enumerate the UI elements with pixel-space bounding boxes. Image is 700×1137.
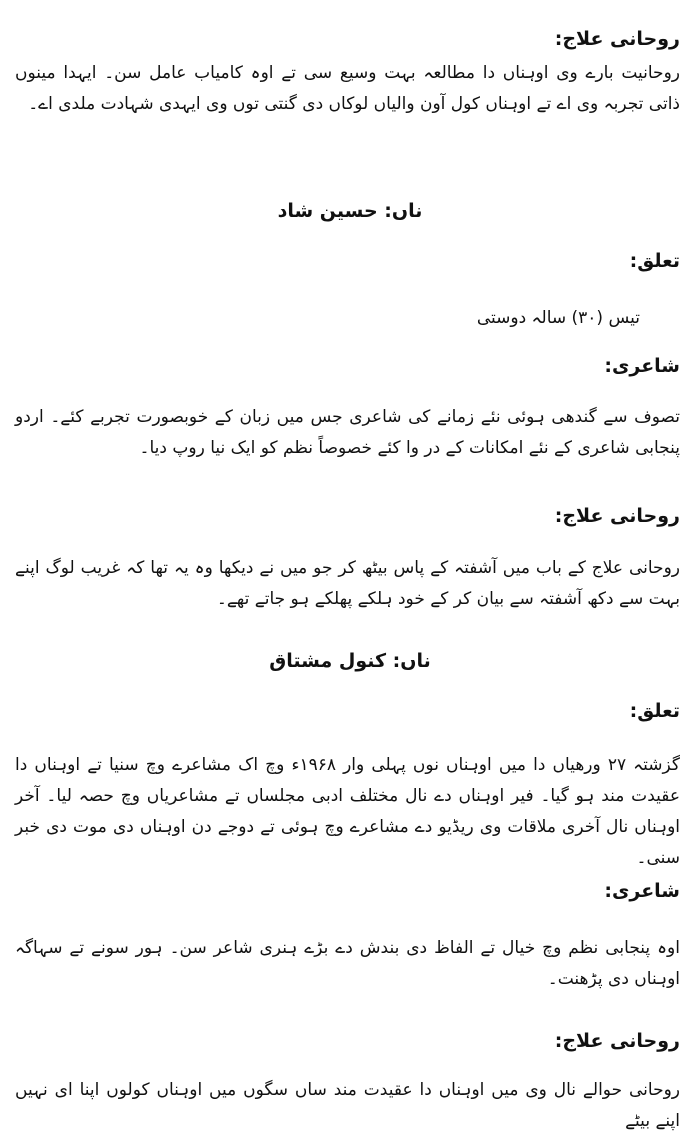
person-name-kanwal-mushtaq: ناں: کنول مشتاق <box>269 650 431 672</box>
paragraph-poetry: تصوف سے گندھی ہوئی نئے زمانے کی شاعری جس میں زبان کے خوبصورت تجربے کئے۔ اردو پنجابی شاعری کے نئے امکانات کے در وا کئے خصوصاً نظم کو ایک نیا روپ دیا۔ <box>15 407 680 458</box>
section-heading-relation: تعلق: <box>629 250 680 272</box>
section-heading-relation: تعلق: <box>629 700 680 722</box>
section-heading-spiritual-healing: روحانی علاج: <box>554 505 680 527</box>
paragraph-spiritual-healing: روحانی حوالے نال وی میں اوہناں دا عقیدت مند ساں سگوں میں اوہناں کولوں اپنا ای نہیں اپنے بیٹے <box>15 1080 680 1131</box>
relation-text: تیس (۳۰) سالہ دوستی <box>476 308 640 328</box>
section-heading-spiritual-healing: روحانی علاج: <box>554 1030 680 1052</box>
section-heading-poetry: شاعری: <box>604 880 680 902</box>
paragraph-spiritual-healing: روحانیت بارے وی اوہناں دا مطالعہ بہت وسیع سی تے اوہ کامیاب عامل سن۔ ایہدا مینوں ذاتی تجربہ وی اے تے اوہناں کول آون والیاں لوکاں دی گنتی توں وی ایہدی شہادت ملدی اے۔ <box>15 63 680 114</box>
paragraph-spiritual-healing: روحانی علاج کے باب میں آشفتہ کے پاس بیٹھ کر جو میں نے دیکھا وہ یہ تھا کہ غریب لوگ اپنے بہت سے دکھ آشفتہ سے بیان کر کے خود ہلکے پھلکے ہو جاتے تھے۔ <box>15 558 680 609</box>
person-name-hussain-shad: ناں: حسین شاد <box>277 200 423 222</box>
paragraph-relation: گزشتہ ۲۷ ورھیاں دا میں اوہناں نوں پہلی وار ۱۹۶۸ء وچ اک مشاعرے وچ سنیا تے اوہناں دا عقیدت مند ہو گیا۔ فیر اوہناں دے نال مختلف ادبی مجلساں تے مشاعریاں وچ حصہ لیا۔ آخر اوہناں نال آخری ملاقات وی ریڈیو دے مشاعرے وچ ہوئی تے دوجے دن اوہناں دی موت دی خبر سنی۔ <box>15 755 680 868</box>
section-heading-poetry: شاعری: <box>604 355 680 377</box>
paragraph-poetry: اوہ پنجابی نظم وچ خیال تے الفاظ دی بندش دے بڑے ہنری شاعر سن۔ ہور سونے تے سہاگہ اوہناں دی پڑھنت۔ <box>15 938 680 989</box>
section-heading-spiritual-healing: روحانی علاج: <box>554 28 680 50</box>
